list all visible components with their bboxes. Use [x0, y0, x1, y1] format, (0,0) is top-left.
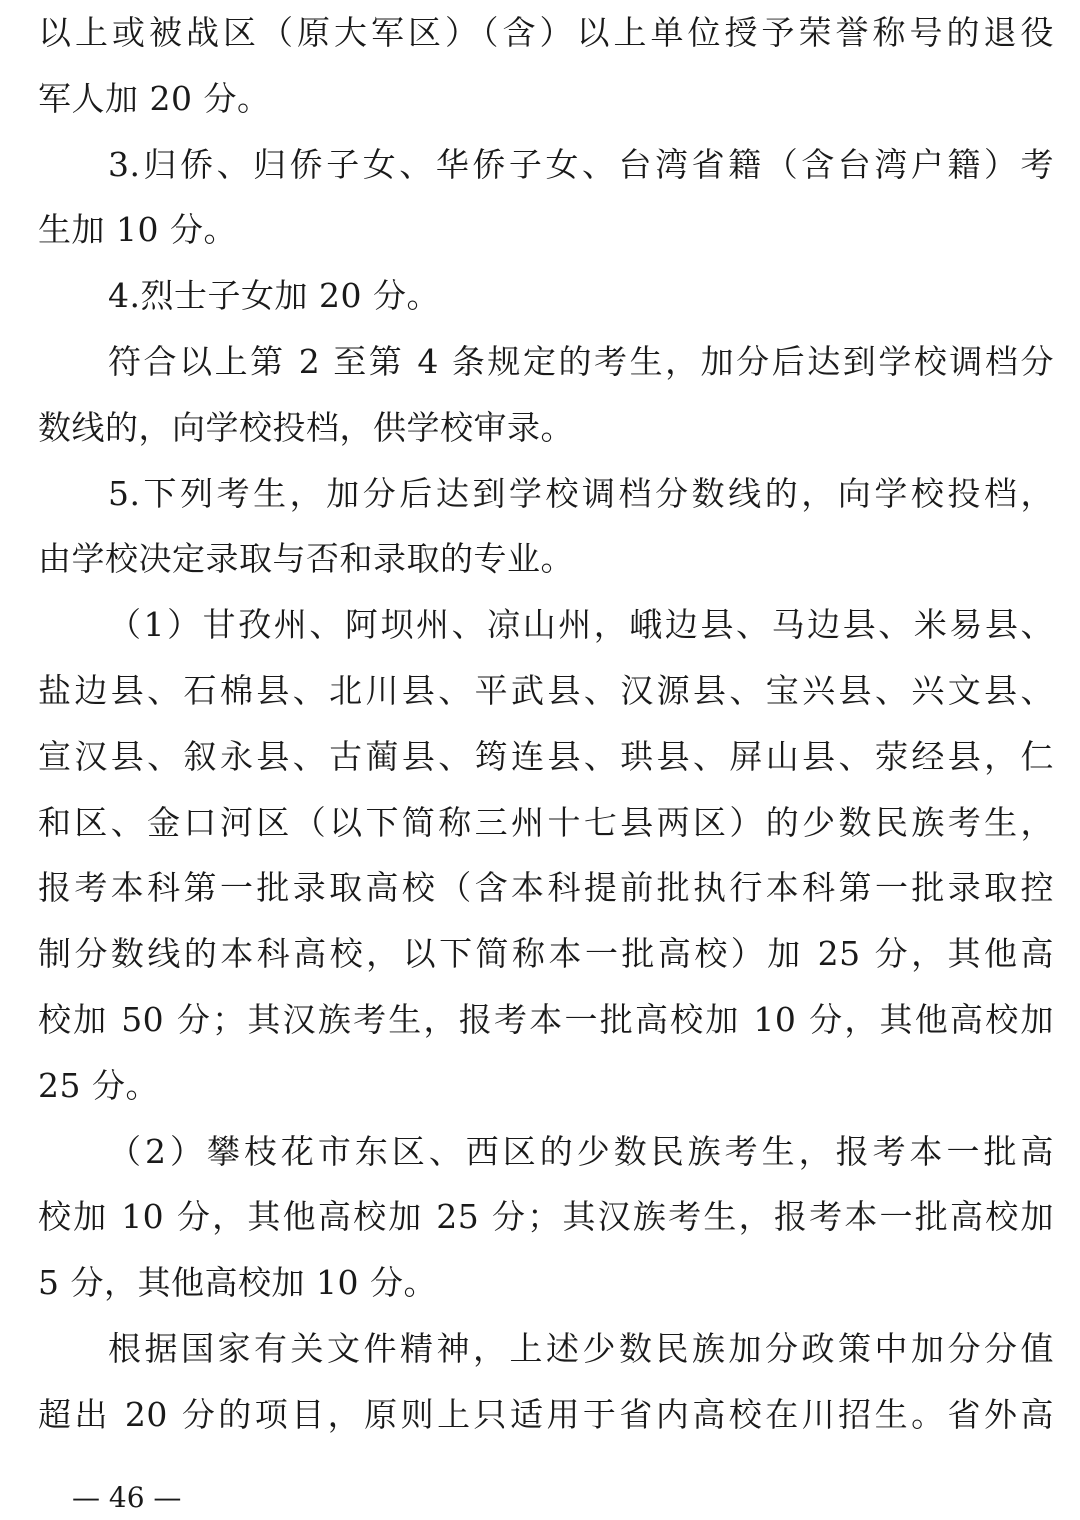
- text-line: 以上或被战区（原大军区）（含）以上单位授予荣誉称号的退役: [38, 13, 1054, 52]
- body-text: [38, 0, 1054, 1448]
- text-line: 制分数线的本科高校，以下简称本一批高校）加 25 分，其他高: [38, 934, 1054, 974]
- text-line: 根据国家有关文件精神，上述少数民族加分政策中加分分值: [108, 1328, 1054, 1368]
- text-line: 校加 50 分；其汉族考生，报考本一批高校加 10 分，其他高校加: [38, 999, 1054, 1039]
- text-line: 数线的，向学校投档，供学校审录。: [38, 407, 574, 447]
- text-line: （1）甘孜州、阿坝州、凉山州，峨边县、马边县、米易县、: [108, 605, 1054, 645]
- text-line: 符合以上第 2 至第 4 条规定的考生，加分后达到学校调档分: [108, 341, 1054, 381]
- text-line: 军人加 20 分。: [38, 78, 271, 118]
- text-line: 由学校决定录取与否和录取的专业。: [38, 539, 574, 579]
- page-number: — 46 —: [72, 1481, 182, 1514]
- text-line: 盐边县、石棉县、北川县、平武县、汉源县、宝兴县、兴文县、: [38, 670, 1054, 710]
- text-line: 4.烈士子女加 20 分。: [108, 276, 440, 316]
- text-line: 3.归侨、归侨子女、华侨子女、台湾省籍（含台湾户籍）考: [108, 144, 1054, 184]
- text-line: 和区、金口河区（以下简称三州十七县两区）的少数民族考生，: [38, 802, 1054, 842]
- text-line: 25 分。: [38, 1065, 159, 1105]
- text-line: 5.下列考生，加分后达到学校调档分数线的，向学校投档，: [108, 473, 1054, 513]
- text-line: 校加 10 分，其他高校加 25 分；其汉族考生，报考本一批高校加: [38, 1197, 1054, 1237]
- text-line: 宣汉县、叙永县、古蔺县、筠连县、珙县、屏山县、荥经县，仁: [38, 736, 1054, 776]
- text-line: 超出 20 分的项目，原则上只适用于省内高校在川招生。省外高: [38, 1394, 1054, 1434]
- text-line: 5 分，其他高校加 10 分。: [38, 1263, 437, 1303]
- text-line: （2）攀枝花市东区、西区的少数民族考生，报考本一批高: [108, 1131, 1054, 1171]
- text-line: 生加 10 分。: [38, 210, 237, 250]
- text-line: 报考本科第一批录取高校（含本科提前批执行本科第一批录取控: [38, 868, 1054, 908]
